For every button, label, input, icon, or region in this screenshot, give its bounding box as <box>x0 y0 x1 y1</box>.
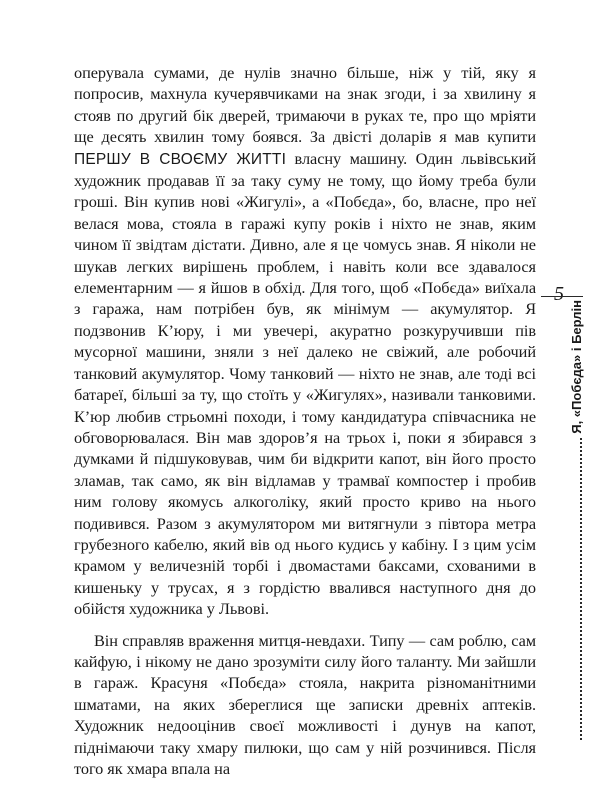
text-run: Він справляв враження митця-невдахи. Типу — сам роблю, сам кайфую, і нікому не дано зрозуміти силу його таланту. Ми зайшли в гараж. Красуня «Побєда» стояла, накрита різноманітними шматами, на яких збереглися ще записки древніх аптеків. Художник недооцінив своєї можливості і дунув на капот, піднімаючи таку хмару пилюки, що сам у ній розчинився. Після того як хмара впала на <box>74 630 536 778</box>
running-head <box>548 300 584 740</box>
paragraph <box>74 62 536 620</box>
highlighted-phrase: ПЕРШУ В СВОЄМУ ЖИТТІ <box>74 150 287 168</box>
side-rule <box>541 296 583 297</box>
page-number: 5 <box>554 283 564 305</box>
leader-dots <box>571 438 582 740</box>
running-head-title: Я, «Побєда» і Берлін <box>568 300 584 434</box>
text-run: оперувала сумами, де нулів значно більше, ніж у тій, яку я попросив, махнула кучерявчиками на знак згоди, і за хвилину я стояв по другий бік дверей, тримаючи в руках те, про що мріяти ще десять хвилин тому боявся. За двісті доларів я мав купити <box>74 63 536 147</box>
paragraph <box>74 630 536 780</box>
body-text <box>74 62 536 779</box>
text-run: власну машину. Один львівський художник продавав її за таку суму не тому, що йому треба були гроші. Він купив нові «Жигулі», а «Побєда», бо, власне, про неї велася мова, стояла в гаражі купу років і ніхто не знав, яким чином її звідтам дістати. Дивно, але я це чомусь знав. Я ніколи не шукав легких вирішень проблем, і навіть коли все здавалося елементарним — я йшов в обхід. Для того, щоб «Побєда» виїхала з гаража, нам потрібен був, як мінімум — акумулятор. Я подзвонив К’юру, і ми увечері, акуратно розкуручивши пів мусорної машини, зняли з неї далеко не свіжий, але робочий танковий акумулятор. Чому танковий — ніхто не знав, але тоді всі батареї, більші за ту, що стоїть у «Жигулях», називали танковими. К’юр любив стрьомні походи, і тому кандидатура співчасника не обговорювалася. Він мав здоров’я на трьох і, поки я збирався з думками й підшуковував, чим би відкрити капот, він його просто зламав, так само, як він відламав у трамваї компостер і пробив ним голову якомусь алкоголіку, який просто криво на нього подивився. Разом з акумулятором ми витягнули з півтора метра грубезного кабелю, який вів од нього кудись у кабіну. І з цим усім крамом у величезній торбі і двомастами баксами, схованими в кишеньку у трусах, я з гордістю ввалився наступного дня до обійстя художника у Львові. <box>74 148 536 619</box>
